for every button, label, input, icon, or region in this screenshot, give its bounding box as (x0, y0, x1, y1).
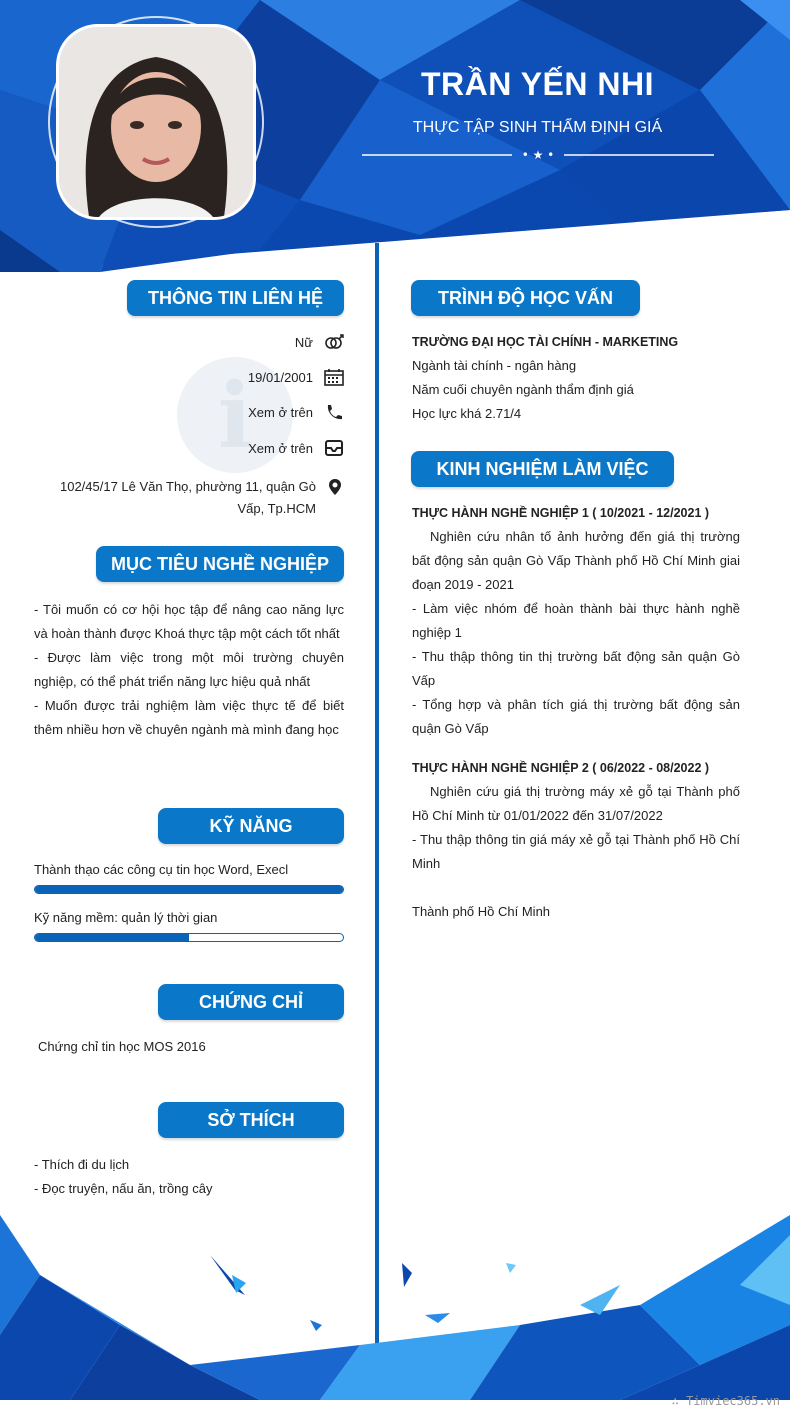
candidate-name: TRẦN YẾN NHI (421, 66, 654, 102)
job-line: - Thu thập thông tin giá máy xẻ gỗ tại Thành phố Hồ Chí Minh (412, 832, 740, 871)
gender-value: Nữ (294, 334, 313, 350)
skill-bar-fill (35, 886, 343, 893)
title-divider (362, 148, 714, 162)
svg-text:• ★ •: • ★ • (521, 148, 555, 162)
objective-line: - Muốn được trải nghiệm làm việc thực tế để biết thêm nhiều hơn về chuyên ngành mà mình đang học (34, 698, 344, 737)
avatar-container (52, 20, 264, 226)
job-title-1: THỰC HÀNH NGHỀ NGHIỆP 1 ( 10/2021 - 12/2021 ) (412, 506, 710, 520)
address-text: 102/45/17 Lê Văn Thọ, phường 11, quận Gò Vấp, Tp.HCM (59, 479, 316, 516)
skills-heading: KỸ NĂNG (158, 808, 344, 844)
skill-bar (34, 885, 344, 894)
objective-text (34, 598, 344, 742)
job-line: - Tổng hợp và phân tích giá thị trường bất động sản quận Gò Vấp (412, 697, 740, 736)
job-line: Nghiên cứu giá thị trường máy xẻ gỗ tại Thành phố Hồ Chí Minh từ 01/01/2022 đến 31/07/2022 (412, 784, 740, 823)
dob-value: 19/01/2001 (247, 369, 313, 385)
job-line: Nghiên cứu nhân tố ảnh hưởng đến giá thị trường bất động sản quận Gò Vấp Thành phố Hồ Chí Minh giai đoạn 2019 - 2021 (412, 529, 740, 592)
contact-email (248, 439, 345, 457)
objective-line: - Tôi muốn có cơ hội học tập để nâng cao năng lực và hoàn thành được Khoá thực tập một cách tốt nhất (34, 602, 344, 641)
school-name: TRƯỜNG ĐẠI HỌC TÀI CHÍNH - MARKETING (412, 335, 679, 349)
education-line: Ngành tài chính - ngân hàng (412, 358, 577, 373)
objective-heading: MỤC TIÊU NGHỀ NGHIỆP (96, 546, 344, 582)
skill-label: Thành thạo các công cụ tin học Word, Execl (34, 862, 289, 877)
contact-gender (295, 333, 345, 351)
experience-job-1 (412, 501, 740, 741)
job-title-2: THỰC HÀNH NGHỀ NGHIỆP 2 ( 06/2022 - 08/2022 ) (412, 761, 710, 775)
education-line: Học lực khá 2.71/4 (412, 406, 522, 421)
phone-icon (323, 403, 345, 421)
education-line: Năm cuối chuyên ngành thẩm định giá (412, 382, 634, 397)
job-title: THỰC TẬP SINH THẨM ĐỊNH GIÁ (412, 119, 663, 136)
contact-dob (248, 368, 345, 386)
phone-value: Xem ở trên (248, 404, 313, 420)
job-line: - Làm việc nhóm để hoàn thành bài thực hành nghề nghiệp 1 (412, 601, 740, 640)
skill-bar (34, 933, 344, 942)
hobby-item: - Thích đi du lịch (34, 1157, 130, 1172)
contact-heading: THÔNG TIN LIÊN HỆ (127, 280, 344, 316)
calendar-icon (323, 368, 345, 386)
gender-icon (323, 333, 345, 351)
location-icon (324, 478, 346, 496)
email-icon (323, 439, 345, 457)
job-blank-line (412, 876, 740, 900)
job-line: Thành phố Hồ Chí Minh (412, 904, 551, 919)
skill-label: Kỹ năng mềm: quản lý thời gian (34, 910, 218, 925)
avatar (56, 24, 256, 220)
certificate-item: Chứng chỉ tin học MOS 2016 (38, 1039, 206, 1054)
site-watermark: ∴ Timviec365.vn (671, 1394, 780, 1408)
hobbies-heading: SỞ THÍCH (158, 1102, 344, 1138)
objective-line: - Được làm việc trong một môi trường chuyên nghiệp, có thể phát triển năng lực hiệu quả nhất (34, 650, 344, 689)
svg-text:i: i (217, 363, 253, 469)
job-line: - Thu thập thông tin thị trường bất động sản quận Gò Vấp (412, 649, 740, 688)
contact-phone (248, 403, 345, 421)
hobby-item: - Đọc truyện, nấu ăn, trồng cây (34, 1181, 213, 1196)
skill-bar-fill (35, 934, 189, 941)
education-heading: TRÌNH ĐỘ HỌC VẤN (411, 280, 640, 316)
hobbies-list (34, 1153, 344, 1201)
footer-background (0, 1215, 790, 1400)
certificates-heading: CHỨNG CHỈ (158, 984, 344, 1020)
email-value: Xem ở trên (248, 440, 313, 456)
education-block (412, 330, 740, 426)
experience-job-2 (412, 756, 740, 924)
experience-heading: KINH NGHIỆM LÀM VIỆC (411, 451, 674, 487)
column-divider (375, 243, 379, 1383)
